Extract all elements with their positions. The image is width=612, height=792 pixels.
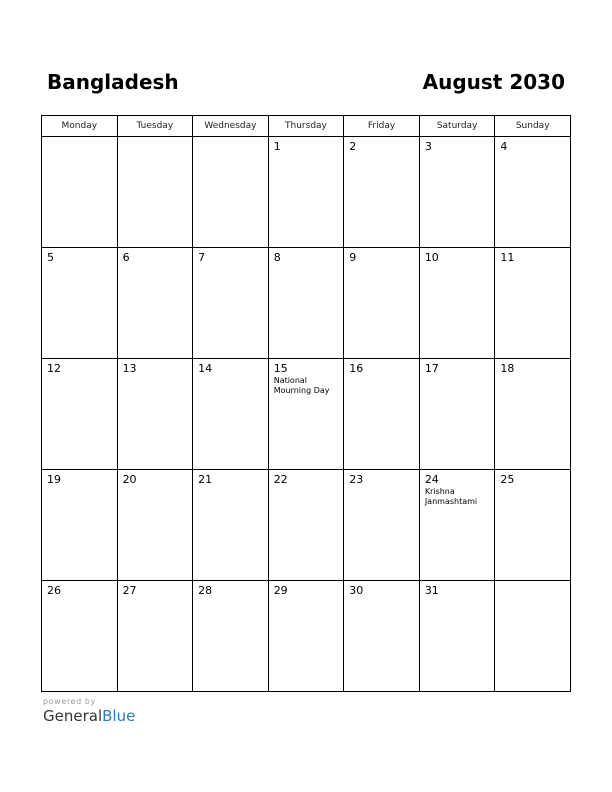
day-number: 3 bbox=[424, 140, 432, 153]
day-number: 23 bbox=[349, 473, 364, 486]
empty-day-cell bbox=[193, 137, 269, 248]
week-row bbox=[42, 359, 571, 470]
day-cell bbox=[117, 248, 193, 359]
weekday-tuesday: Tuesday bbox=[117, 116, 193, 137]
day-cell bbox=[193, 248, 269, 359]
day-cell bbox=[419, 248, 495, 359]
day-cell bbox=[495, 470, 571, 581]
day-cell bbox=[419, 359, 495, 470]
day-number: 25 bbox=[500, 473, 515, 486]
day-cell bbox=[344, 470, 420, 581]
day-number: 11 bbox=[500, 251, 515, 264]
day-number: 2 bbox=[349, 140, 357, 153]
weekday-saturday: Saturday bbox=[419, 116, 495, 137]
day-number: 13 bbox=[122, 362, 137, 375]
month-year-title: August 2030 bbox=[422, 70, 565, 94]
calendar-body bbox=[42, 137, 571, 692]
day-cell bbox=[344, 248, 420, 359]
day-cell bbox=[268, 470, 344, 581]
day-cell bbox=[42, 470, 118, 581]
day-number: 17 bbox=[424, 362, 439, 375]
day-cell bbox=[193, 581, 269, 692]
day-number: 18 bbox=[500, 362, 515, 375]
day-cell bbox=[117, 470, 193, 581]
weekday-header-row bbox=[42, 116, 571, 137]
weekday-wednesday: Wednesday bbox=[193, 116, 269, 137]
day-cell bbox=[268, 581, 344, 692]
day-number: 14 bbox=[198, 362, 213, 375]
day-number: 5 bbox=[47, 251, 54, 264]
day-cell bbox=[495, 359, 571, 470]
day-number: 1 bbox=[273, 140, 281, 153]
day-cell bbox=[42, 359, 118, 470]
calendar-grid bbox=[41, 115, 571, 692]
day-cell bbox=[344, 581, 420, 692]
brand-general-text: General bbox=[43, 707, 103, 725]
day-number: 15 bbox=[273, 362, 288, 375]
day-number: 7 bbox=[198, 251, 206, 264]
holiday-label: Krishna Janmashtami bbox=[424, 487, 478, 507]
weekday-sunday: Sunday bbox=[495, 116, 571, 137]
empty-day-cell bbox=[495, 581, 571, 692]
day-cell bbox=[495, 248, 571, 359]
day-number: 20 bbox=[122, 473, 137, 486]
day-cell bbox=[419, 470, 495, 581]
day-number: 4 bbox=[500, 140, 508, 153]
day-cell bbox=[344, 137, 420, 248]
day-number: 31 bbox=[424, 584, 439, 597]
day-number: 22 bbox=[273, 473, 288, 486]
day-number: 28 bbox=[198, 584, 213, 597]
week-row bbox=[42, 581, 571, 692]
day-cell bbox=[193, 359, 269, 470]
day-cell bbox=[419, 137, 495, 248]
day-number: 24 bbox=[424, 473, 439, 486]
day-cell bbox=[117, 581, 193, 692]
day-cell bbox=[495, 137, 571, 248]
day-number: 26 bbox=[47, 584, 61, 597]
generalblue-logo bbox=[43, 707, 135, 725]
day-number: 21 bbox=[198, 473, 213, 486]
day-cell bbox=[268, 248, 344, 359]
day-cell bbox=[193, 470, 269, 581]
empty-day-cell bbox=[42, 137, 118, 248]
empty-day-cell bbox=[117, 137, 193, 248]
weekday-friday: Friday bbox=[344, 116, 420, 137]
day-number: 6 bbox=[122, 251, 130, 264]
weekday-monday: Monday bbox=[42, 116, 118, 137]
day-cell bbox=[419, 581, 495, 692]
day-number: 29 bbox=[273, 584, 288, 597]
day-cell bbox=[42, 248, 118, 359]
weekday-thursday: Thursday bbox=[268, 116, 344, 137]
country-title: Bangladesh bbox=[47, 70, 179, 94]
week-row bbox=[42, 137, 571, 248]
holiday-label: National Mourning Day bbox=[273, 376, 330, 396]
footer-branding bbox=[43, 697, 135, 725]
powered-by-text: powered by bbox=[43, 697, 96, 706]
day-number: 27 bbox=[122, 584, 137, 597]
day-number: 16 bbox=[349, 362, 364, 375]
day-number: 8 bbox=[273, 251, 281, 264]
day-number: 9 bbox=[349, 251, 357, 264]
day-cell bbox=[268, 359, 344, 470]
week-row bbox=[42, 470, 571, 581]
day-number: 10 bbox=[424, 251, 439, 264]
brand-blue-text: Blue bbox=[102, 707, 136, 725]
day-number: 19 bbox=[47, 473, 61, 486]
week-row bbox=[42, 248, 571, 359]
day-cell bbox=[268, 137, 344, 248]
day-cell bbox=[117, 359, 193, 470]
day-cell bbox=[42, 581, 118, 692]
day-number: 12 bbox=[47, 362, 61, 375]
day-number: 30 bbox=[349, 584, 364, 597]
day-cell bbox=[344, 359, 420, 470]
